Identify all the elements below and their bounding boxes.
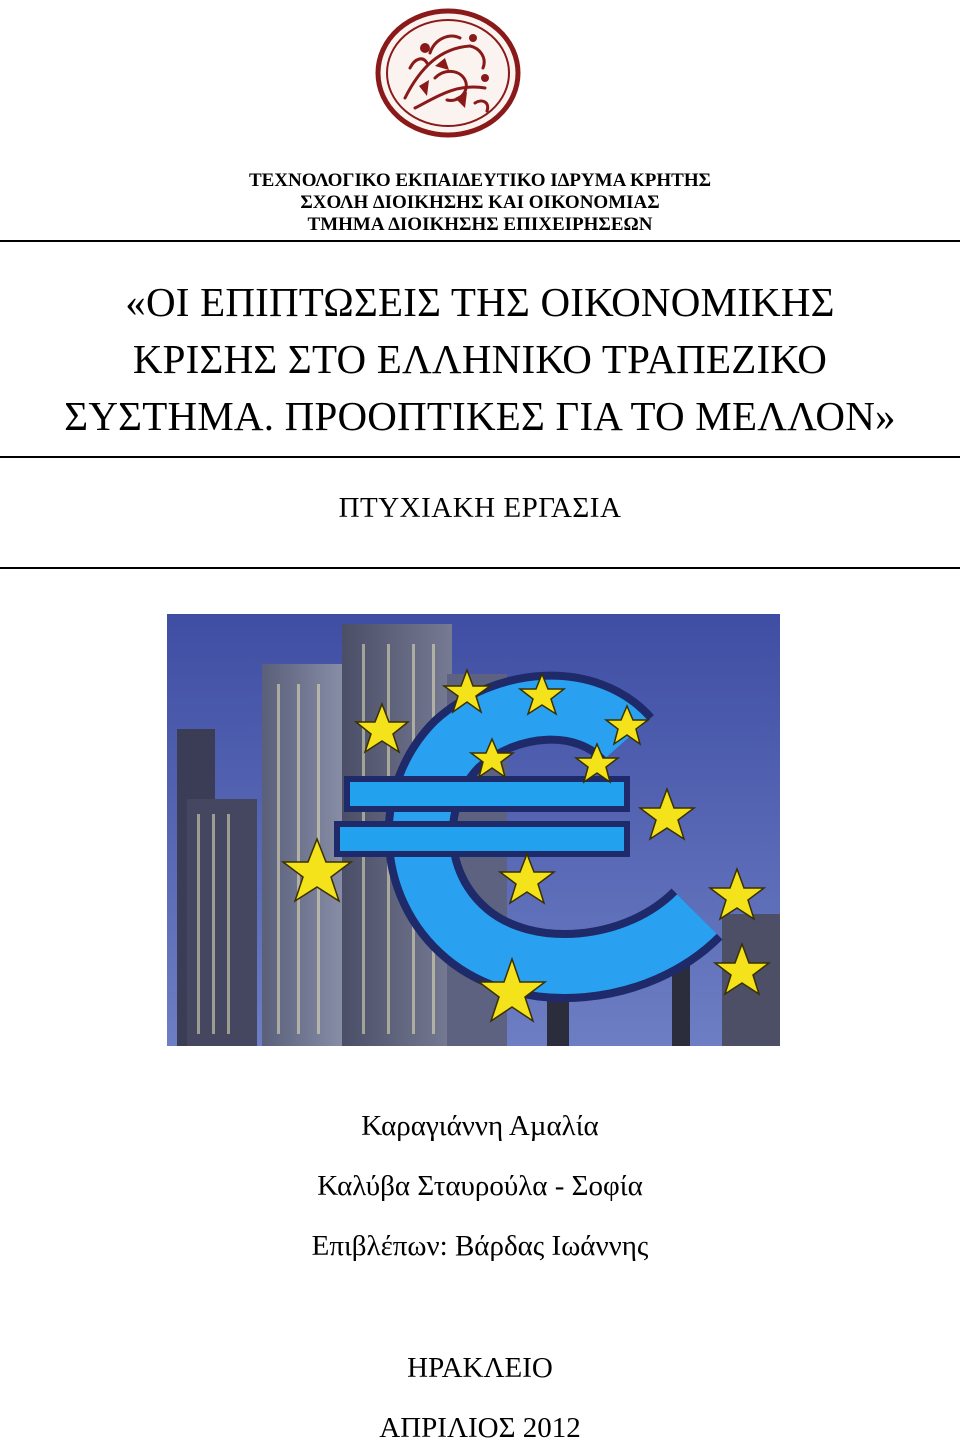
university-seal-icon xyxy=(375,8,521,138)
author-name: Καλύβα Σταυρούλα - Σοφία xyxy=(317,1170,643,1202)
title-divider xyxy=(0,456,960,458)
subtitle-divider xyxy=(0,567,960,569)
supervisor-name: Επιβλέπων: Βάρδας Ιωάννης xyxy=(311,1230,649,1262)
school-name: ΣΧΟΛΗ ∆ΙΟΙΚΗΣΗΣ ΚΑΙ ΟΙΚΟΝΟΜΙΑΣ xyxy=(300,192,660,213)
city: ΗΡΑΚΛΕΙΟ xyxy=(407,1352,553,1384)
date: ΑΠΡΙΛΙΟΣ 2012 xyxy=(379,1412,581,1444)
document-type: ΠΤΥΧΙΑΚΗ ΕΡΓΑΣΙΑ xyxy=(338,492,622,524)
institution-name: ΤΕΧΝΟΛΟΓΙΚΟ ΕΚΠΑΙ∆ΕΥΤΙΚΟ Ι∆ΡΥΜΑ ΚΡΗΤΗΣ xyxy=(248,170,712,191)
title-line: ΚΡΙΣΗΣ ΣΤΟ ΕΛΛΗΝΙΚΟ ΤΡΑΠΕΖΙΚΟ xyxy=(132,336,828,382)
title-line: «ΟΙ ΕΠΙΠΤΩΣΕΙΣ ΤΗΣ ΟΙΚΟΝΟΜΙΚΗΣ xyxy=(125,279,835,325)
header-divider xyxy=(0,240,960,242)
author-list xyxy=(0,1096,960,1276)
thesis-title xyxy=(40,274,920,445)
department-name: ΤΜΗΜΑ ∆ΙΟΙΚΗΣΗΣ ΕΠΙΧΕΙΡΗΣΕΩΝ xyxy=(307,214,653,235)
institution-header xyxy=(0,170,960,236)
euro-sculpture-image xyxy=(167,614,780,1046)
title-line: ΣΥΣΤΗΜΑ. ΠΡΟΟΠΤΙΚΕΣ ΓΙΑ ΤΟ ΜΕΛΛΟΝ» xyxy=(64,393,896,439)
author-name: Καραγιάννη Αµαλία xyxy=(361,1110,599,1142)
